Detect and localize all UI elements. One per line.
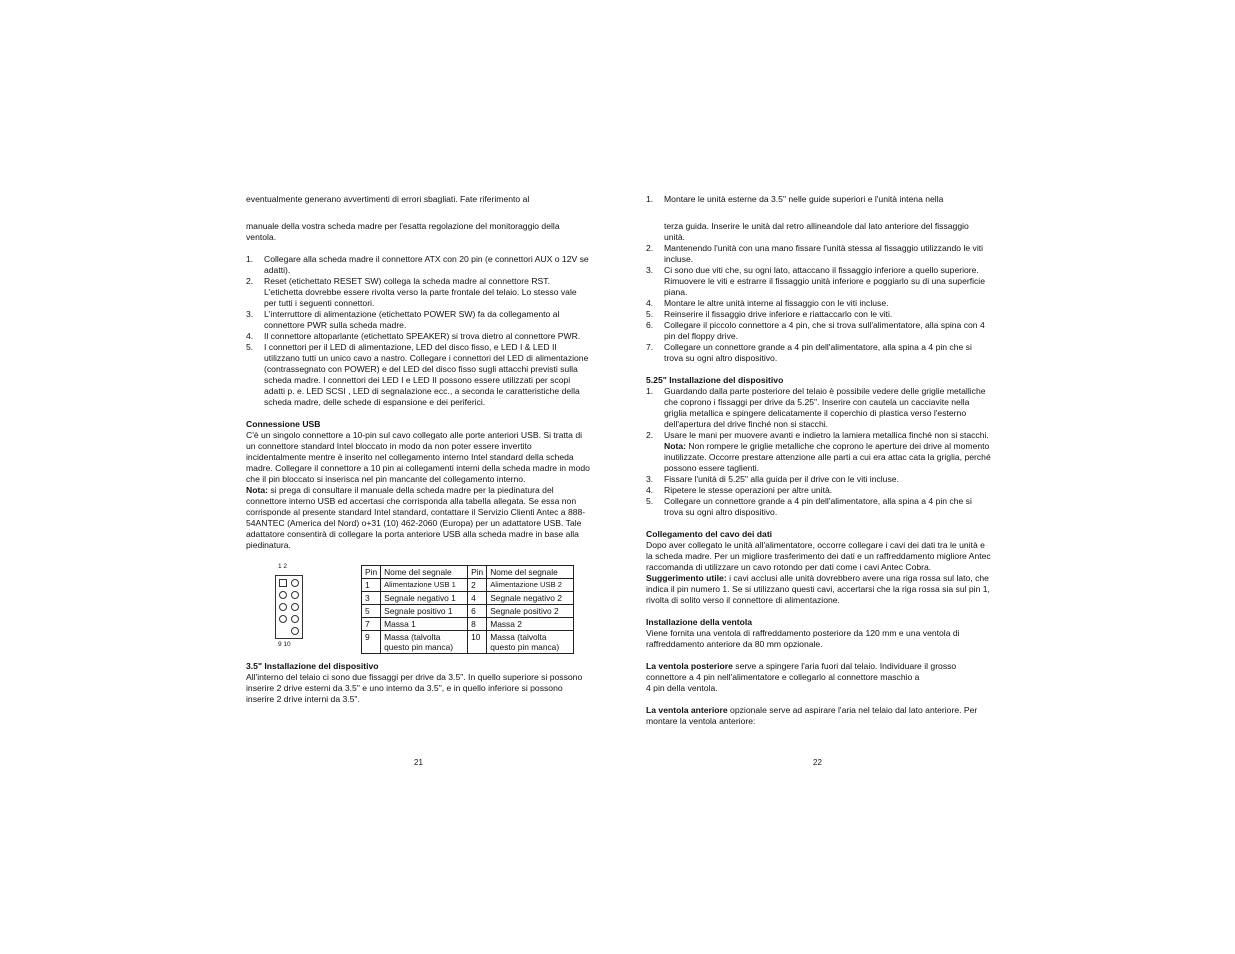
install-35-paragraph: All'interno del telaio ci sono due fissaggi per drive da 3.5". In quello superiore si possono inserire 2 drive esterni da 3.5" e uno interno da 3.5", e in quello inferiore si possono inserire 2 drive interni da 3.5". (246, 672, 583, 704)
usb-pinout-figure (246, 565, 591, 661)
pin-circle-icon (279, 615, 287, 623)
note-label: Nota: (664, 441, 686, 451)
rear-fan-label: La ventola posteriore (646, 661, 733, 671)
install-35-steps (646, 243, 991, 364)
tip-label: Suggerimento utile: (646, 573, 727, 583)
note-text: Non rompere le griglie metalliche che coprono le aperture dei drive al momento inutilizzate. Occorre prestare attenzione alle parti a cui era attac cata la griglia, perché possono essere taglienti. (664, 441, 991, 473)
table-cell: Alimentazione USB 1 (381, 579, 468, 592)
list-item: 2. Reset (etichettato RESET SW) collega la scheda madre al connettore RST. L'etichetta dovrebbe essere rivolta verso la parte frontale del telaio. Lo stesso vale per tutti i seguenti connettori. (246, 276, 577, 308)
pin-label-top: 1 2 (278, 563, 288, 570)
table-cell: Segnale positivo 1 (381, 605, 468, 618)
left-intro-line: eventualmente generano avvertimenti di errori sbagliati. Fate riferimento al (246, 194, 530, 204)
column-header: Nome del segnale (487, 566, 574, 579)
install-525-heading: 5.25" Installazione del dispositivo (646, 375, 784, 385)
table-cell: 6 (468, 605, 487, 618)
front-fan-label: La ventola anteriore (646, 705, 728, 715)
pin-circle-icon (291, 591, 299, 599)
list-item: 1. Collegare alla scheda madre il connettore ATX con 20 pin (e connettori AUX o 12V se adatti). (246, 254, 589, 275)
fan-install-heading: Installazione della ventola (646, 617, 753, 627)
table-row (362, 605, 574, 618)
column-header: Nome del segnale (381, 566, 468, 579)
install-35-heading: 3.5" Installazione del dispositivo (246, 661, 379, 671)
table-cell: Segnale positivo 2 (487, 605, 574, 618)
list-item: 5. Collegare un connettore grande a 4 pin dell'alimentatore, alla spina a 4 pin che si trova su ogni altro dispositivo. (646, 496, 972, 517)
front-fan-paragraph: La ventola anteriore opzionale serve ad aspirare l'aria nel telaio dal lato anteriore. Per montare la ventola anteriore: (646, 705, 978, 726)
pin-1-square-icon (279, 579, 287, 587)
table-cell: 5 (362, 605, 381, 618)
list-item: 4. Ripetere le stesse operazioni per altre unità. (646, 485, 833, 495)
pin-header-diagram (275, 575, 303, 639)
list-item: 3. L'interruttore di alimentazione (etichettato POWER SW) fa da collegamento al connettore PWR sulla scheda madre. (246, 309, 560, 330)
rear-fan-paragraph: La ventola posteriore serve a spingere l'aria fuori dal telaio. Individuare il grosso connettore a 4 pin nell'alimentatore e collegarlo al connettore maschio a (646, 661, 957, 682)
table-cell: 10 (468, 631, 487, 654)
list-item: 6. Collegare il piccolo connettore a 4 pin, che si trova sull'alimentatore, alla spina con 4 pin del floppy drive. (646, 320, 985, 341)
list-item: 4. Montare le altre unità interne al fissaggio con le viti incluse. (646, 298, 889, 308)
table-cell: 1 (362, 579, 381, 592)
note-label: Nota: (246, 485, 268, 495)
pin-circle-icon (291, 579, 299, 587)
usb-paragraph: C'è un singolo connettore a 10-pin sul cavo collegato alle porte anteriori USB. Si tratta di un connettore standard Intel bloccato in modo da non poter essere invertito incidentalmente mentre è inserito nel collegamento interno Intel standard della scheda madre. Collegare il connettore a 10 pin ai collegamenti interni della scheda madre in modo che il pin bloccato si inserisca nel pin mancante del collegamento interno. (246, 430, 590, 484)
table-cell: Massa (talvolta questo pin manca) (381, 631, 468, 654)
usb-note (246, 485, 591, 551)
install-525-steps-continued (646, 474, 991, 518)
table-cell: 2 (468, 579, 487, 592)
pin-circle-icon (279, 603, 287, 611)
list-item: 2. Usare le mani per muovere avanti e indietro la lamiera metallica finché non si stacchi. (646, 430, 989, 440)
fan-install-paragraph: Viene fornita una ventola di raffreddamento posteriore da 120 mm e una ventola di raffreddamento anteriore da 80 mm opzionale. (646, 628, 960, 649)
table-header-row (362, 566, 574, 579)
left-page-column (246, 194, 591, 705)
list-item: 5. Reinserire il fissaggio drive inferiore e riattaccarlo con le viti. (646, 309, 893, 319)
column-header: Pin (362, 566, 381, 579)
list-item: 3. Fissare l'unità di 5.25" alla guida per il drive con le viti incluse. (646, 474, 899, 484)
rear-fan-paragraph-end: 4 pin della ventola. (646, 683, 718, 693)
list-item: 5. I connettori per il LED di alimentazione, LED del disco fisso, e LED I & LED II utilizzano tutti un unico cavo a nastro. Collegare i connettori del LED di alimentazione (contrassegnato con POWER) e del LED del disco fisso sugli attacchi previsti sulla scheda madre. I connettori dei LED I e LED II possono essere utilizzati per scopi adatti p. e. LED SCSI , LED di segnalazione ecc., a seconda le caratteristiche della scheda madre, delle schede di espansione e dei periferici. (246, 342, 589, 407)
data-cable-paragraph: Dopo aver collegato le unità all'alimentatore, occorre collegare i cavi dei dati tra le unità e la scheda madre. Per un migliore trasferimento dei dati e un raffreddamento migliore Antec raccomanda di utilizzare un cavo rotondo per dati come i cavi Antec Cobra. Suggerimento utile: i cavi acclusi alle unità dovrebbero avere una riga rossa sul lato, che indica il pin numero 1. Se si utilizzano questi cavi, accertarsi che la riga rossa sia sul pin 1, rivolta di solito verso il connettore di alimentazione. (646, 540, 991, 605)
table-cell: Massa 1 (381, 618, 468, 631)
list-item-continuation: terza guida. Inserire le unità dal retro allineandole dal lato anteriore del fissaggio unità. (664, 221, 969, 242)
data-cable-heading: Collegamento del cavo dei dati (646, 529, 773, 539)
table-cell: 7 (362, 618, 381, 631)
table-cell: Segnale negativo 1 (381, 592, 468, 605)
note-text: si prega di consultare il manuale della scheda madre per la piedinatura del connettore interno USB ed accertasi che corrisponda alla tabella allegata. Se essa non corrisponde al presente standard Intel standard, contattare il Servizio Clienti Antec a 888-54ANTEC (America del Nord) o+31 (10) 462-2060 (Europa) per un adattatore USB. Tale adattatore consentirà di collegare la porta anteriore USB alla scheda madre in base alla piedinatura. (246, 485, 586, 550)
table-cell: 9 (362, 631, 381, 654)
right-page-column (646, 194, 991, 727)
pin-circle-icon (291, 615, 299, 623)
table-cell: 8 (468, 618, 487, 631)
list-item: 2. Mantenendo l'unità con una mano fissare l'unità stessa al fissaggio utilizzando le viti incluse. (646, 243, 984, 264)
table-cell: Segnale negativo 2 (487, 592, 574, 605)
pin-circle-icon (279, 591, 287, 599)
usb-heading: Connessione USB (246, 419, 321, 429)
connector-list (246, 254, 591, 408)
pin-circle-icon (291, 627, 299, 635)
table-cell: 3 (362, 592, 381, 605)
pin-circle-icon (291, 603, 299, 611)
table-cell: Alimentazione USB 2 (487, 579, 574, 592)
pin-label-bottom: 9 10 (278, 641, 291, 648)
list-item: 1. Guardando dalla parte posteriore del telaio è possibile vedere delle griglie metalliche che coprono i fissaggi per drive da 5.25". Inserire con cautela un cacciavite nella griglia metallica e spingere delicatamente il coperchio di plastica verso l'esterno dell'apertura del drive finché non si stacchi. (646, 386, 986, 429)
install-525-note (646, 441, 991, 474)
table-row (362, 579, 574, 592)
install-35-steps-start (646, 194, 991, 205)
table-row (362, 631, 574, 654)
install-525-steps (646, 386, 991, 441)
list-item: 1. Montare le unità esterne da 3.5" nelle guide superiori e l'unità intena nella (646, 194, 944, 204)
table-cell: Massa 2 (487, 618, 574, 631)
page-number-left: 21 (414, 758, 423, 767)
usb-pinout-table (361, 565, 574, 654)
list-item: 4. Il connettore altoparlante (etichettato SPEAKER) si trova dietro al connettore PWR. (246, 331, 581, 341)
left-intro-paragraph: manuale della vostra scheda madre per l'esatta regolazione del monitoraggio della ventola. (246, 221, 560, 242)
page-number-right: 22 (813, 758, 822, 767)
list-item: 3. Ci sono due viti che, su ogni lato, attaccano il fissaggio inferiore a quello superiore. Rimuovere le viti e estrarre il fissaggio unità inferiore e poggiarlo su di una superficie piana. (646, 265, 985, 297)
list-item: 7. Collegare un connettore grande a 4 pin dell'alimentatore, alla spina a 4 pin che si trova su ogni altro dispositivo. (646, 342, 972, 363)
column-header: Pin (468, 566, 487, 579)
table-row (362, 592, 574, 605)
table-cell: Massa (talvolta questo pin manca) (487, 631, 574, 654)
table-row (362, 618, 574, 631)
table-cell: 4 (468, 592, 487, 605)
